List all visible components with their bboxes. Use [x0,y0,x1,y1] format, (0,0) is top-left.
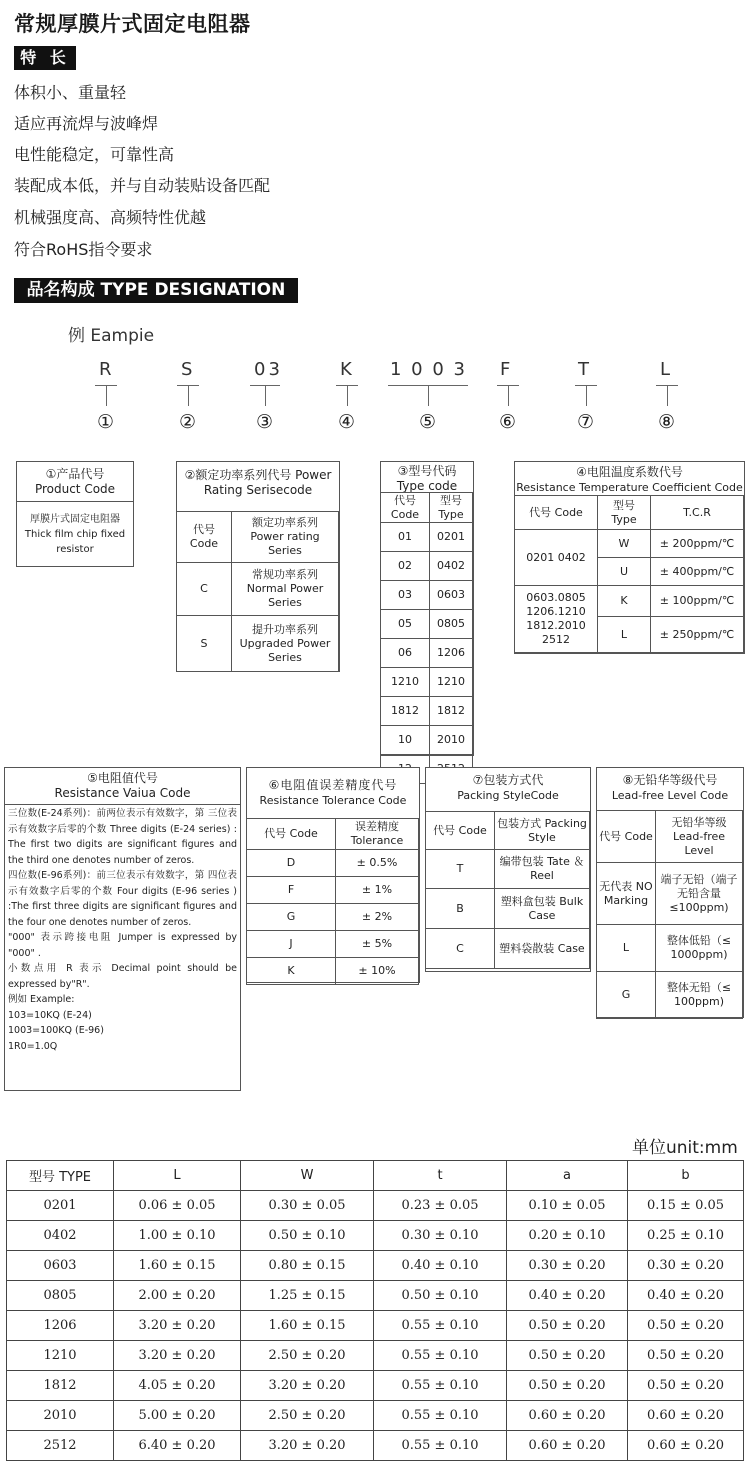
product-code-title-cn: ①产品代号 [45,467,105,481]
type-head-code: 代号 Code [381,493,430,523]
type-code-cell: 02 [381,552,430,581]
dim-value-cell: 0.50 ± 0.20 [628,1371,744,1401]
dim-value-cell: 0.55 ± 0.10 [374,1401,507,1431]
pack-style: 编带包装 Tate ＆Reel [495,850,590,889]
power-rating-title: ②额定功率系列代号 Power Rating Serisecode [184,468,332,497]
lead-free-title-en: Lead-free Level Code [611,789,729,802]
tol-head-tol: 误差精度 Tolerance [336,819,419,850]
tolerance-title-cn: ⑥电阻值误差精度代号 [268,778,398,792]
feature-item: 体积小、重量轻 [14,83,127,102]
dim-value-cell: 0.50 ± 0.10 [241,1221,374,1251]
tcr-box [514,461,745,654]
dim-type-cell: 0805 [7,1281,114,1311]
tcr-type: K [598,586,651,617]
pack-style: 塑料袋散装 Case [495,929,590,969]
tcr-group-2: 0603.0805 1206.1210 1812.2010 2512 [515,586,598,653]
resistance-line: 四位数(E-96系列)：前三位表示有效数字，第 四位表示有效数字后零的个数 Four digits (E-96 series ) :The first three digits are significant figures and the four one denotes number of zeros. [8,870,237,928]
type-value-cell: 1812 [430,697,473,726]
dim-type-cell: 0201 [7,1191,114,1221]
tcr-head-tcr: T.C.R [651,496,744,530]
dim-value-cell: 3.20 ± 0.20 [114,1341,241,1371]
dim-value-cell: 0.60 ± 0.20 [507,1401,628,1431]
dim-type-cell: 1206 [7,1311,114,1341]
dim-value-cell: 3.20 ± 0.20 [241,1431,374,1461]
resistance-line: 例如 Example: [8,994,75,1005]
lf-code: 无代表 NO Marking [597,863,656,925]
feature-item: 符合RoHS指令要求 [14,240,153,259]
dim-value-cell: 0.30 ± 0.20 [507,1251,628,1281]
code-connector [586,386,587,406]
resistance-value-box [4,767,241,1091]
dim-value-cell: 0.50 ± 0.20 [507,1311,628,1341]
code-number: ⑥ [499,411,517,433]
tol-code-cell: K [247,958,336,985]
dim-value-cell: 0.15 ± 0.05 [628,1191,744,1221]
type-designation-heading: 品名构成 TYPE DESIGNATION [14,278,298,303]
dim-value-cell: 0.30 ± 0.20 [628,1251,744,1281]
dim-value-cell: 0.40 ± 0.20 [628,1281,744,1311]
dim-value-cell: 0.30 ± 0.05 [241,1191,374,1221]
dim-value-cell: 0.55 ± 0.10 [374,1431,507,1461]
code-connector [106,386,107,406]
dim-value-cell: 0.60 ± 0.20 [628,1431,744,1461]
page-title: 常规厚膜片式固定电阻器 [14,12,251,36]
dim-value-cell: 1.25 ± 0.15 [241,1281,374,1311]
pack-head-code: 代号 Code [426,812,495,850]
lead-free-box [596,767,744,1018]
packing-title-en: Packing StyleCode [457,789,559,802]
code-number: ① [97,411,115,433]
tol-code-cell: G [247,904,336,931]
tol-value-cell: ± 2% [336,904,419,931]
tol-value-cell: ± 0.5% [336,850,419,877]
code-number: ⑧ [658,411,676,433]
resistance-line: 小数点用 R 表示 Decimal point should be expressed by"R". [8,963,237,990]
packing-box [425,767,591,972]
type-head-type: 型号 Type [430,493,473,523]
code-number: ② [179,411,197,433]
code-part: K [340,359,352,380]
lf-level: 整体无铅（≤ 100ppm) [656,972,743,1019]
lead-free-title-cn: ⑧无铅华等级代号 [622,773,718,787]
lf-head-level: 无铅华等级 Lead-free Level [656,811,743,863]
lf-level: 端子无铅（端子无铅含量 ≤100ppm) [656,863,743,925]
dim-type-cell: 1812 [7,1371,114,1401]
tcr-title-en: Resistance Temperature Coefficient Code [516,481,743,494]
dim-value-cell: 3.20 ± 0.20 [114,1311,241,1341]
dim-value-cell: 0.50 ± 0.20 [628,1341,744,1371]
type-value-cell: 1210 [430,668,473,697]
dim-header: a [507,1161,628,1191]
dim-value-cell: 2.50 ± 0.20 [241,1341,374,1371]
code-connector [508,386,509,406]
dim-value-cell: 1.00 ± 0.10 [114,1221,241,1251]
dim-header: 型号 TYPE [7,1161,114,1191]
power-head-series: 额定功率系列 Power rating Series [232,512,339,563]
dim-value-cell: 0.80 ± 0.15 [241,1251,374,1281]
resistance-line: 103=10KQ (E-24) [8,1009,92,1021]
dim-header: b [628,1161,744,1191]
dim-header: L [114,1161,241,1191]
dim-value-cell: 0.40 ± 0.20 [507,1281,628,1311]
type-code-cell: 10 [381,726,430,755]
feature-item: 装配成本低，并与自动装贴设备匹配 [14,176,271,195]
type-code-title-cn: ③型号代码 [397,464,457,478]
product-code-body-cn: 厚膜片式固定电阻器 [30,514,120,525]
dim-value-cell: 1.60 ± 0.15 [114,1251,241,1281]
code-part: S [181,359,193,380]
dim-value-cell: 0.40 ± 0.10 [374,1251,507,1281]
feature-item: 机械强度高、高频特性优越 [14,208,207,227]
power-head-code: 代号 Code [177,512,232,563]
code-connector [188,386,189,406]
type-value-cell: 2010 [430,726,473,755]
product-code-title-en: Product Code [34,482,116,496]
type-value-cell: 0402 [430,552,473,581]
dim-value-cell: 0.06 ± 0.05 [114,1191,241,1221]
type-code-cell: 06 [381,639,430,668]
tol-value-cell: ± 10% [336,958,419,985]
table-row [7,1191,744,1221]
code-part: T [578,359,589,380]
power-row-desc: 常规功率系列 Normal Power Series [232,563,339,616]
type-code-cell: 05 [381,610,430,639]
code-part: R [99,359,112,380]
type-code-title-en: Type code [396,479,458,493]
dim-value-cell: 5.00 ± 0.20 [114,1401,241,1431]
dim-type-cell: 2010 [7,1401,114,1431]
dim-value-cell: 2.50 ± 0.20 [241,1401,374,1431]
dim-type-cell: 2512 [7,1431,114,1461]
code-part: 03 [254,359,283,380]
product-code-body-en: Thick film chip fixed resistor [24,529,126,555]
dim-value-cell: 0.20 ± 0.10 [507,1221,628,1251]
dim-value-cell: 0.30 ± 0.10 [374,1221,507,1251]
features-heading: 特 长 [14,46,76,70]
resistance-line: 1R0=1.0Q [8,1040,58,1052]
feature-item: 电性能稳定，可靠性高 [14,145,175,164]
tol-code-cell: D [247,850,336,877]
resistance-title-cn: ⑤电阻值代号 [87,771,158,785]
example-label: 例 Eampie [68,326,155,346]
table-row [7,1251,744,1281]
tol-value-cell: ± 1% [336,877,419,904]
dim-value-cell: 0.60 ± 0.20 [507,1431,628,1461]
table-row [7,1341,744,1371]
code-connector [667,386,668,406]
dim-value-cell: 0.50 ± 0.20 [507,1341,628,1371]
table-row [7,1371,744,1401]
table-row [7,1431,744,1461]
type-code-cell: 1210 [381,668,430,697]
tcr-group-1: 0201 0402 [515,530,598,586]
tol-head-code: 代号 Code [247,819,336,850]
dim-value-cell: 0.23 ± 0.05 [374,1191,507,1221]
dim-type-cell: 0402 [7,1221,114,1251]
type-code-cell: 03 [381,581,430,610]
tcr-value: ± 100ppm/℃ [651,586,744,617]
power-row-desc: 提升功率系列 Upgraded Power Series [232,616,339,672]
power-rating-box [176,461,340,672]
dim-value-cell: 0.50 ± 0.20 [628,1311,744,1341]
code-part: 1 0 0 3 [390,359,467,380]
dim-value-cell: 0.55 ± 0.10 [374,1341,507,1371]
dim-value-cell: 2.00 ± 0.20 [114,1281,241,1311]
dim-type-cell: 1210 [7,1341,114,1371]
code-connector [347,386,348,406]
dim-value-cell: 3.20 ± 0.20 [241,1371,374,1401]
product-code-box [16,461,134,567]
table-row [7,1401,744,1431]
pack-style: 塑料盒包装 Bulk Case [495,889,590,929]
resistance-title-en: Resistance Vaiua Code [54,786,191,800]
dim-value-cell: 0.50 ± 0.10 [374,1281,507,1311]
type-code-cell: 1812 [381,697,430,726]
code-part: L [660,359,671,380]
tol-code-cell: J [247,931,336,958]
type-value-cell: 0603 [430,581,473,610]
dim-value-cell: 0.55 ± 0.10 [374,1371,507,1401]
pack-code: B [426,889,495,929]
tcr-title-cn: ④电阻温度系数代号 [576,465,683,479]
resistance-line: 三位数(E-24系列)：前两位表示有效数字，第 三位表示有效数字后零的个数 Three digits (E-24 series) : The first two digits are significant figures and the third one denotes number of zeros. [8,808,237,866]
dim-value-cell: 0.25 ± 0.10 [628,1221,744,1251]
dim-value-cell: 0.10 ± 0.05 [507,1191,628,1221]
tolerance-box [246,767,420,983]
resistance-line: "000" 表示跨接电阻 Jumper is expressed by "000" . [8,932,237,959]
dim-value-cell: 0.50 ± 0.20 [507,1371,628,1401]
tol-code-cell: F [247,877,336,904]
dim-header: W [241,1161,374,1191]
code-number: ④ [338,411,356,433]
code-number: ⑦ [577,411,595,433]
dim-header: t [374,1161,507,1191]
feature-item: 适应再流焊与波峰焊 [14,114,159,133]
tcr-head-code: 代号 Code [515,496,598,530]
tcr-value: ± 200ppm/℃ [651,530,744,558]
type-value-cell: 1206 [430,639,473,668]
code-part: F [500,359,511,380]
pack-code: C [426,929,495,969]
lf-code: L [597,925,656,972]
dim-value-cell: 0.55 ± 0.10 [374,1311,507,1341]
lf-level: 整体低铅（≤ 1000ppm) [656,925,743,972]
dim-value-cell: 0.60 ± 0.20 [628,1401,744,1431]
type-code-box [380,461,474,756]
tcr-value: ± 250ppm/℃ [651,617,744,653]
table-row [7,1311,744,1341]
tcr-type: L [598,617,651,653]
type-code-cell: 01 [381,523,430,552]
resistance-line: 1003=100KQ (E-96) [8,1025,104,1036]
tol-value-cell: ± 5% [336,931,419,958]
tcr-type: W [598,530,651,558]
tcr-type: U [598,558,651,586]
lf-code: G [597,972,656,1019]
packing-title-cn: ⑦包装方式代 [472,773,544,787]
tcr-head-type: 型号 Type [598,496,651,530]
dim-type-cell: 0603 [7,1251,114,1281]
tcr-value: ± 400ppm/℃ [651,558,744,586]
code-connector [265,386,266,406]
type-value-cell: 0201 [430,523,473,552]
dimension-table [6,1160,744,1461]
dim-value-cell: 1.60 ± 0.15 [241,1311,374,1341]
table-row [7,1221,744,1251]
type-value-cell: 0805 [430,610,473,639]
unit-label: 单位unit:mm [632,1138,738,1158]
code-connector [428,386,429,406]
lf-head-code: 代号 Code [597,811,656,863]
code-number: ③ [256,411,274,433]
pack-head-style: 包装方式 Packing Style [495,812,590,850]
code-number: ⑤ [419,411,437,433]
tolerance-title-en: Resistance Tolerance Code [259,794,407,807]
table-row [7,1281,744,1311]
dim-value-cell: 4.05 ± 0.20 [114,1371,241,1401]
power-row-code: S [177,616,232,672]
dim-value-cell: 6.40 ± 0.20 [114,1431,241,1461]
power-row-code: C [177,563,232,616]
pack-code: T [426,850,495,889]
